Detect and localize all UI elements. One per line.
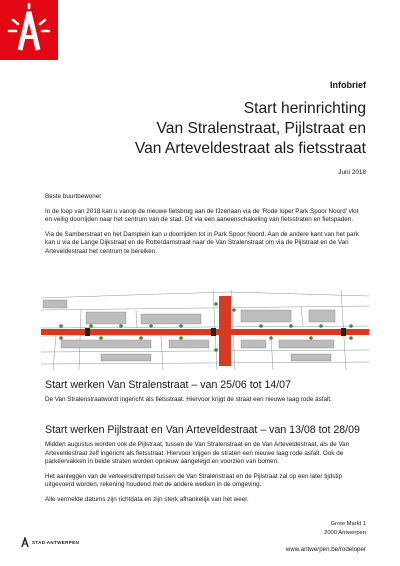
section-van-stralenstraat (45, 379, 366, 411)
section-heading: Start werken Van Stralenstraat – van 25/06 tot 14/07 (45, 379, 291, 391)
title-line: Start herinrichting (243, 100, 366, 117)
section-paragraph: Het aanleggen van de verkeersdrempel tussen de Van Stralenstraat en de Pijlstraat zal op een later tijdstip uitgevoerd worden, rekening houdend met de andere werken in de omgeving. (45, 472, 343, 489)
intro-paragraph: Via de Samberstraat en het Damplein kan u doorrijden tot in Park Spoor Noord. Aan de andere kant van het park kan u via de Lange Dijkstraat en de Rotterdamstraat naar de Van Stralenstraat om via de Pijlstraat en de Van Arteveldestraat het centrum te bereiken. (45, 230, 359, 255)
logo-a-icon (0, 0, 58, 60)
street-plan-map (41, 290, 369, 370)
document-type: Infobrief (330, 80, 366, 90)
letter-header (135, 80, 366, 176)
address-line: 2000 Antwerpen (324, 529, 366, 536)
section-paragraph: Alle vermelde datums zijn richtdata en zijn sterk afhankelijk van het weer. (45, 495, 249, 503)
footer-org-name: STAD ANTWERPEN (32, 539, 80, 545)
footer-logo (21, 537, 79, 547)
sender-address (324, 520, 366, 537)
section-pijlstraat-arteveldestraat (45, 424, 366, 511)
section-paragraph: Midden augustus worden ook de Pijlstraat, tussen de Van Stralenstraat en de Van Arteveldestraat, als de Van Arteveldestraat zelf ingericht als fietsstraat. Hiervoor krijgen de straten een nieuwe laag rode asfalt. Ook de parkeervakken in beide straten worden opnieuw aangelegd en voorzien van bomen. (45, 441, 350, 466)
document-date: Juni 2018 (338, 169, 366, 176)
city-a-icon (21, 537, 29, 547)
intro-text (45, 193, 366, 263)
title-line: Van Stralenstraat, Pijlstraat en (156, 120, 366, 137)
section-paragraph: De Van Stralenstraatwordt ingericht als fietsstraat. Hiervoor krijgt de straat een nieuwe laag rode asfalt. (45, 396, 332, 403)
website-link[interactable]: www.antwerpen.be/rodeloper (285, 546, 366, 553)
intro-paragraph: In de loop van 2018 kan u vanop de nieuwe fietsbrug aan de IJzerlaan via de ‘Rode loper Park Spoor Noord’ vlot en veilig doorrijden naar het centrum van de stad. Dit via een aaneenschakeling van fietsstraten en fietspaden. (45, 207, 359, 224)
section-heading: Start werken Pijlstraat en Van Arteveldestraat – van 13/08 tot 28/09 (45, 424, 360, 436)
document-title (135, 99, 366, 159)
address-line: Grote Markt 1 (330, 521, 366, 527)
title-line: Van Arteveldestraat als fietsstraat (134, 140, 366, 157)
salutation: Beste buurtbewoner (45, 193, 102, 200)
city-logo (0, 0, 58, 60)
